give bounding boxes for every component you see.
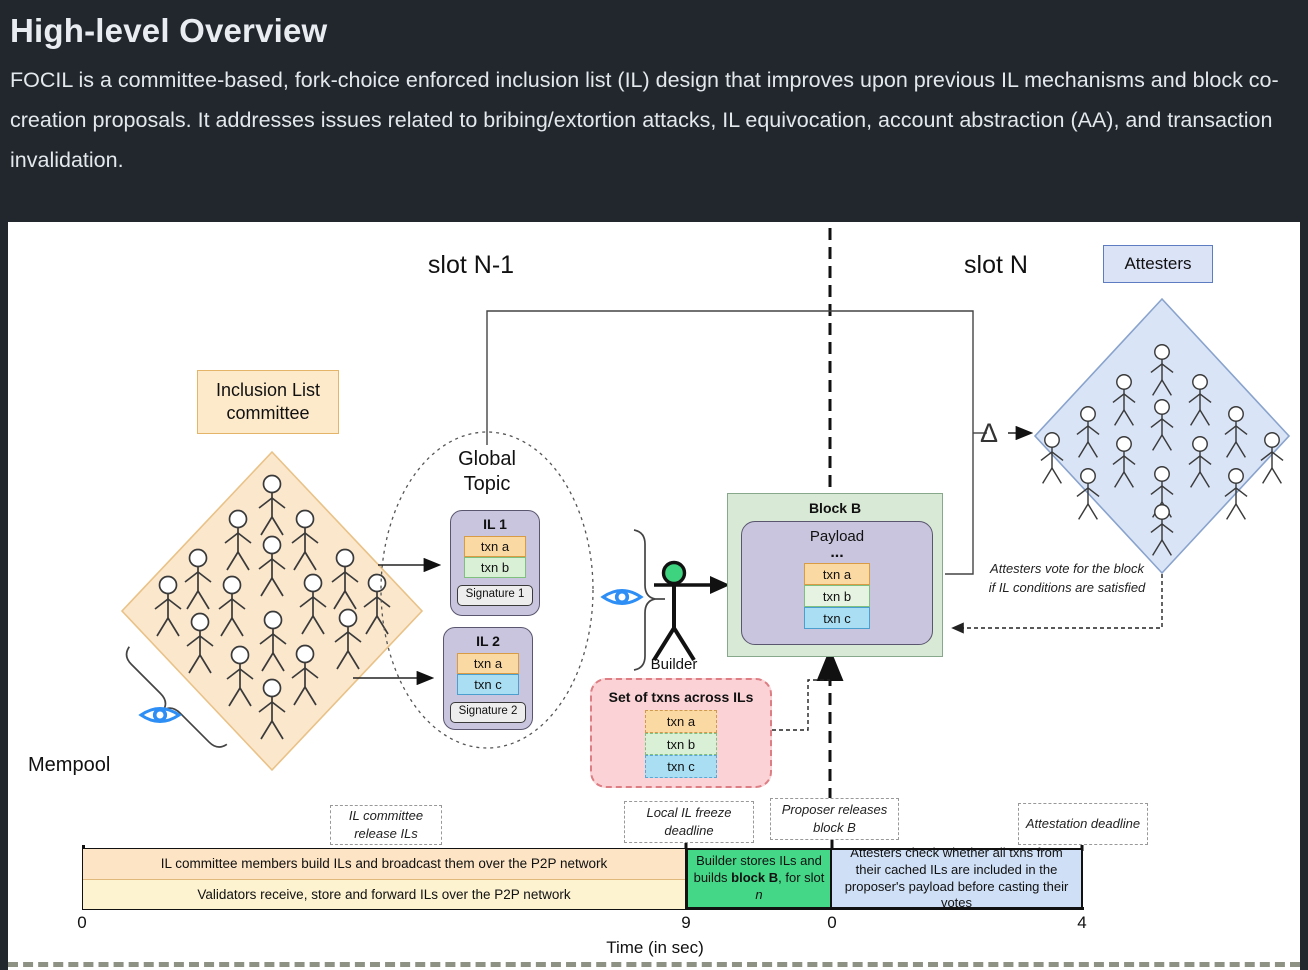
timeline-row-build-ils: IL committee members build ILs and broadcast them over the P2P network <box>83 849 685 880</box>
il1-txn-b: txn b <box>464 557 526 578</box>
slot-n-label: slot N <box>964 250 1028 279</box>
builder-eye-icon <box>603 591 641 604</box>
il1-box <box>450 510 540 616</box>
il2-box <box>443 627 533 730</box>
header <box>0 0 1308 222</box>
builder-figure <box>654 563 730 661</box>
axis-tick-4: 4 <box>1077 913 1087 932</box>
payload-txn-b: txn b <box>804 585 870 607</box>
milestone-proposer-release: Proposer releases block B <box>770 798 899 840</box>
payload-txn-a: txn a <box>804 563 870 585</box>
timeline-bar-builder <box>686 848 832 909</box>
block-b-title: Block B <box>808 500 862 516</box>
block-b <box>727 493 943 657</box>
attesters-note: Attesters vote for the block if IL conditions are satisfied <box>988 561 1146 595</box>
il1-txn-a: txn a <box>464 536 526 557</box>
timeline-row-validators: Validators receive, store and forward ILs over the P2P network <box>83 880 685 910</box>
il2-txn-c: txn c <box>457 674 519 695</box>
intro-paragraph: FOCIL is a committee-based, fork-choice enforced inclusion list (IL) design that improves upon previous IL mechanisms and block co-creation proposals. It addresses issues related to bribing/extortion attacks, IL equivocation, account abstraction (AA), and transaction invalidation. <box>10 68 1279 172</box>
payload-title: Payload <box>809 528 865 545</box>
diagram-panel <box>8 222 1300 970</box>
axis-tick-9: 9 <box>681 913 691 932</box>
payload-txn-c: txn c <box>804 607 870 629</box>
txn-set-c: txn c <box>645 755 717 778</box>
attesters-title-box: Attesters <box>1103 245 1213 283</box>
slot-n-1-label: slot N-1 <box>427 250 515 279</box>
builder-text-block-b: block B <box>731 870 779 886</box>
builder-text-slot-n: n <box>755 886 763 902</box>
builder-text-1: Builder stores ILs and builds <box>693 853 822 886</box>
milestone-il-freeze: Local IL freeze deadline <box>624 801 754 843</box>
txn-set-box <box>590 678 772 788</box>
time-axis-label: Time (in sec) <box>606 938 704 957</box>
payload-box <box>741 521 933 645</box>
bottom-dashed-divider <box>8 962 1300 967</box>
builder-text-3: , for slot <box>778 870 825 886</box>
txn-set-b: txn b <box>645 733 717 756</box>
axis-tick-0-start: 0 <box>77 913 87 932</box>
global-topic-label: Global Topic <box>458 448 516 495</box>
committee-diamond <box>122 452 422 770</box>
il2-txn-a: txn a <box>457 653 519 674</box>
il2-title: IL 2 <box>476 633 500 649</box>
timeline-bar-builder-text <box>692 853 826 904</box>
payload-ellipsis: ... <box>830 544 844 561</box>
mempool-label: Mempool <box>28 754 111 776</box>
builder-label: Builder <box>650 656 698 673</box>
il1-signature: Signature 1 <box>457 585 533 606</box>
txn-set-a: txn a <box>645 710 717 733</box>
committee-label-box: Inclusion List committee <box>197 370 339 434</box>
timeline-bar-committee <box>82 848 686 909</box>
mempool-eye-icon <box>141 709 179 722</box>
txn-set-title: Set of txns across ILs <box>608 689 754 705</box>
timeline-bar-attesters: Attesters check whether all txns from their cached ILs are included in the proposer's payload before casting their votes <box>830 848 1083 909</box>
milestone-il-release: IL committee release ILs <box>330 805 442 845</box>
milestone-attestation-deadline: Attestation deadline <box>1018 803 1148 845</box>
txnset-to-block-dashed-line <box>772 680 830 730</box>
delta-symbol: Δ <box>979 417 999 448</box>
attesters-diamond <box>1035 299 1289 573</box>
il2-signature: Signature 2 <box>450 702 526 723</box>
axis-tick-0-slot: 0 <box>827 913 837 932</box>
il1-title: IL 1 <box>483 516 507 532</box>
page-title: High-level Overview <box>10 12 328 49</box>
